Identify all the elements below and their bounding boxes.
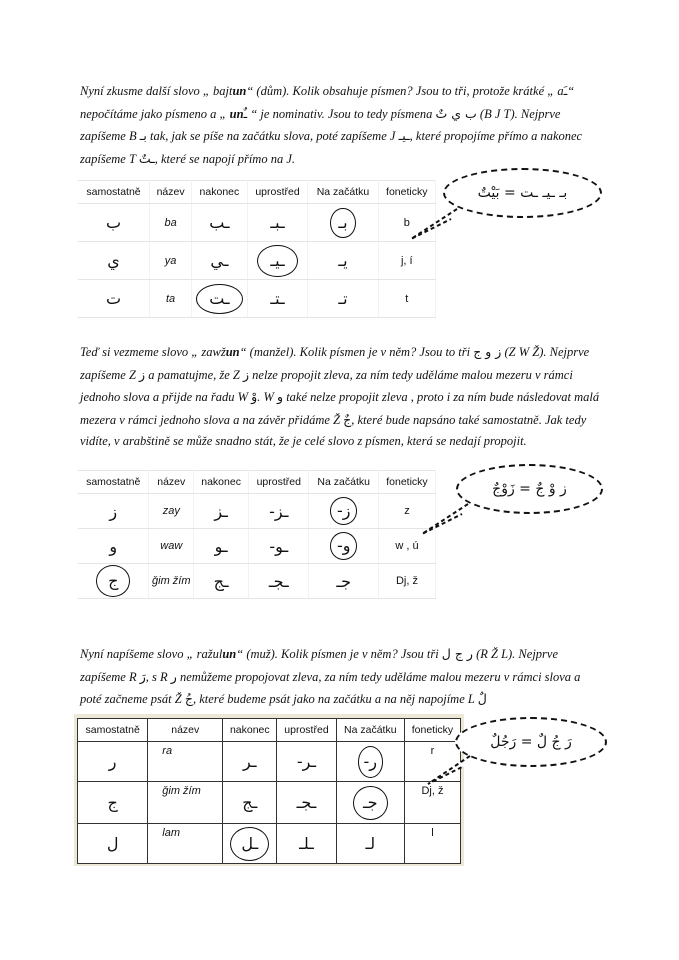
isolated-form: و xyxy=(78,529,149,564)
initial-form xyxy=(336,782,404,824)
phonetic: Dj, ž xyxy=(378,564,435,599)
initial-form xyxy=(308,204,378,242)
arabic-text: بـ xyxy=(139,128,147,143)
text-run: “ (dům). Kolik obsahuje písmen? Jsou to tři, protože krátké „ a xyxy=(246,84,564,98)
header-foneticky: foneticky xyxy=(404,719,460,742)
text-run: , které budeme psát jako na začátku a na něj napojíme L xyxy=(192,692,478,706)
text-run: “ je nominativ. Jsou to tedy písmena xyxy=(247,106,436,121)
header-nazev: název xyxy=(149,471,194,494)
final-form: ـب xyxy=(192,204,247,242)
header-uprostred: uprostřed xyxy=(277,719,336,742)
text-run: nemůžeme propojovat zleva, za ním tedy uděláme malou mezeru v rámci slova a poté začneme psát Ž xyxy=(80,669,581,706)
arabic-text: ر ج ل xyxy=(441,646,473,661)
paragraph-zawzun xyxy=(80,341,600,453)
circled-letter xyxy=(257,245,297,277)
medial-form xyxy=(247,242,308,280)
isolated-form: ز xyxy=(78,494,149,529)
phonetic: r xyxy=(404,742,460,782)
arabic-text: ب ي تٌ xyxy=(435,105,477,121)
arabic-text: و xyxy=(277,389,284,404)
letter-glyph: ـل xyxy=(241,833,259,853)
circled-letter xyxy=(330,497,358,525)
phonetic: t xyxy=(378,280,436,318)
phonetic: w , ú xyxy=(378,529,435,564)
text-run: (Z W Ž). Nejprve zapíšeme Z xyxy=(80,345,590,382)
text-run: , s R xyxy=(145,669,171,684)
final-form: ـر xyxy=(223,742,277,782)
bubble-text: رَ جُ لٌ = رَجُلٌ xyxy=(490,734,572,750)
arabic-text: ـتٌ xyxy=(138,150,155,166)
header-na-zacatku: Na začátku xyxy=(309,471,379,494)
isolated-form xyxy=(78,564,149,599)
text-run: Teď si vezmeme slovo „ zawž xyxy=(80,345,226,359)
header-uprostred: uprostřed xyxy=(247,181,308,204)
final-form: ـو xyxy=(194,529,249,564)
phonetic: b xyxy=(378,204,436,242)
text-run: . W xyxy=(257,390,278,404)
letter-name: ǧim žím xyxy=(148,782,223,824)
medial-form: ـو- xyxy=(249,529,309,564)
header-uprostred: uprostřed xyxy=(249,471,309,494)
header-foneticky: foneticky xyxy=(378,471,435,494)
circled-letter xyxy=(330,532,358,560)
arabic-text: وْ xyxy=(251,389,258,404)
phonetic: z xyxy=(378,494,435,529)
header-nakonec: nakonec xyxy=(223,719,277,742)
medial-form: ـلـ xyxy=(277,824,336,864)
circled-letter xyxy=(96,565,130,597)
bubble-text: بـ ـيـ ـت = بَيْتٌ xyxy=(477,185,568,201)
letter-glyph: بـ xyxy=(338,212,348,232)
circled-letter xyxy=(358,746,384,778)
paragraph-razulun xyxy=(80,643,600,711)
letter-name: ǧim žím xyxy=(149,564,194,599)
final-form xyxy=(192,280,247,318)
bubble-text: ز وْ جٌ = زَوْجٌ xyxy=(492,481,567,497)
table-header-row xyxy=(78,719,461,742)
arabic-text: ز و ج xyxy=(473,344,502,359)
bubble-tail xyxy=(416,500,476,540)
isolated-form: ب xyxy=(78,204,150,242)
medial-form: ـز- xyxy=(249,494,309,529)
letter-glyph: ر- xyxy=(363,751,378,771)
initial-form xyxy=(309,494,379,529)
header-nazev: název xyxy=(148,719,223,742)
text-run: un xyxy=(225,345,240,359)
initial-form: لـ xyxy=(336,824,404,864)
arabic-text: ز xyxy=(243,366,250,382)
isolated-form: ت xyxy=(78,280,150,318)
text-run: , které propojíme přímo a nakonec zapíšeme T xyxy=(80,129,583,166)
table-row xyxy=(78,742,461,782)
arabic-text: ز xyxy=(139,366,146,382)
header-nakonec: nakonec xyxy=(194,471,249,494)
letter-glyph: ج xyxy=(108,571,119,590)
letter-name: lam xyxy=(148,824,223,864)
circled-letter xyxy=(196,284,242,314)
text-run: , které bude napsáno také samostatně. Jak tedy vidíte, v arabštině se může snadno stát, že je celé slovo z písmen, která se nedají propojit. xyxy=(80,412,587,448)
bubble-tail xyxy=(405,205,465,245)
phonetic: j, í xyxy=(378,242,436,280)
text-run: un xyxy=(222,647,237,661)
speech-bubble-zawzun xyxy=(456,464,603,514)
header-samostatne: samostatně xyxy=(78,719,148,742)
letter-glyph: ـيـ xyxy=(270,250,285,270)
header-na-zacatku: Na začátku xyxy=(308,181,378,204)
text-run: nelze propojit zleva, za ním tedy uděláme malou mezeru v rámci jednoho slova a přijde na řadu W xyxy=(80,367,573,404)
medial-form: ـر- xyxy=(277,742,336,782)
table-header-row xyxy=(78,181,436,204)
text-run: a pamatujme, že Z xyxy=(145,367,243,382)
header-samostatne: samostatně xyxy=(78,471,149,494)
letter-name: ba xyxy=(150,204,192,242)
table-row xyxy=(78,280,436,318)
letter-name: waw xyxy=(149,529,194,564)
text-run: také nelze propojit zleva , proto i za ním bude následovat malá mezera v rámci jednoho slova a na závěr přidáme Ž xyxy=(80,390,600,427)
table-row xyxy=(78,204,436,242)
arabic-text: ـٌ xyxy=(243,105,248,121)
header-samostatne: samostatně xyxy=(78,181,150,204)
table-row xyxy=(78,529,436,564)
table-row xyxy=(78,782,461,824)
phonetic: Dj, ž xyxy=(404,782,460,824)
arabic-text: جُ xyxy=(184,691,193,706)
table-header-row xyxy=(78,471,436,494)
circled-letter xyxy=(230,827,269,861)
circled-letter xyxy=(353,786,388,820)
paragraph-bajtun xyxy=(80,80,600,170)
letter-table-bajtun xyxy=(78,180,436,318)
medial-form: ـجـ xyxy=(249,564,309,599)
isolated-form: ي xyxy=(78,242,150,280)
isolated-form: ج xyxy=(78,782,148,824)
initial-form: جـ xyxy=(309,564,379,599)
table-row xyxy=(78,242,436,280)
table-row xyxy=(78,564,436,599)
table-row xyxy=(78,824,461,864)
text-run: tak, jak se píše na začátku slova, poté zapíšeme J xyxy=(146,129,399,143)
text-run: , které se napojí přímo na J. xyxy=(154,151,296,166)
speech-bubble-bajtun xyxy=(443,168,602,218)
text-run: (B J T). Nejprve zapíšeme B xyxy=(80,106,561,143)
isolated-form: ل xyxy=(78,824,148,864)
letter-name: ra xyxy=(148,742,223,782)
letter-glyph: و- xyxy=(336,536,351,555)
isolated-form: ر xyxy=(78,742,148,782)
header-nazev: název xyxy=(150,181,192,204)
text-run: “ nepočítáme jako písmeno a „ xyxy=(80,84,575,121)
final-form: ـج xyxy=(223,782,277,824)
phonetic: l xyxy=(404,824,460,864)
text-run: “ (manžel). Kolik písmen je v něm? Jsou to tři xyxy=(239,345,474,359)
final-form: ـي xyxy=(192,242,247,280)
initial-form: يـ xyxy=(308,242,378,280)
final-form: ـج xyxy=(194,564,249,599)
arabic-text: ـيـ xyxy=(398,128,410,143)
medial-form: ـجـ xyxy=(277,782,336,824)
initial-form xyxy=(336,742,404,782)
letter-glyph: ـت xyxy=(209,288,230,308)
text-run: Nyní napíšeme slovo „ ražul xyxy=(80,647,223,661)
letter-table-razulun xyxy=(77,718,461,864)
letter-glyph: جـ xyxy=(362,792,378,812)
initial-form: تـ xyxy=(308,280,378,318)
letter-name: ya xyxy=(150,242,192,280)
arabic-text: ر xyxy=(170,668,177,684)
letter-name: ta xyxy=(150,280,192,318)
text-run: un xyxy=(229,106,244,121)
letter-glyph: ز- xyxy=(336,501,351,520)
header-na-zacatku: Na začátku xyxy=(336,719,404,742)
text-run: “ (muž). Kolik písmen je v něm? Jsou tři xyxy=(236,647,442,661)
letter-name: zay xyxy=(149,494,194,529)
bubble-tail xyxy=(420,752,480,792)
final-form xyxy=(223,824,277,864)
text-run: (R Ž L). Nejprve zapíšeme R xyxy=(80,647,558,684)
arabic-text: جٌ xyxy=(343,411,352,427)
letter-table-zawzun xyxy=(78,470,436,599)
header-nakonec: nakonec xyxy=(192,181,247,204)
initial-form xyxy=(309,529,379,564)
circled-letter xyxy=(330,208,355,238)
arabic-text: لٌ xyxy=(477,691,487,706)
table-row xyxy=(78,494,436,529)
text-run: Nyní zkusme další slovo „ bajt xyxy=(80,84,233,98)
header-foneticky: foneticky xyxy=(378,181,436,204)
final-form: ـز xyxy=(194,494,249,529)
arabic-text: ـَ xyxy=(563,83,568,98)
medial-form: ـتـ xyxy=(247,280,308,318)
text-run: un xyxy=(232,84,247,98)
medial-form: ـبـ xyxy=(247,204,308,242)
arabic-text: رَ xyxy=(139,668,146,684)
